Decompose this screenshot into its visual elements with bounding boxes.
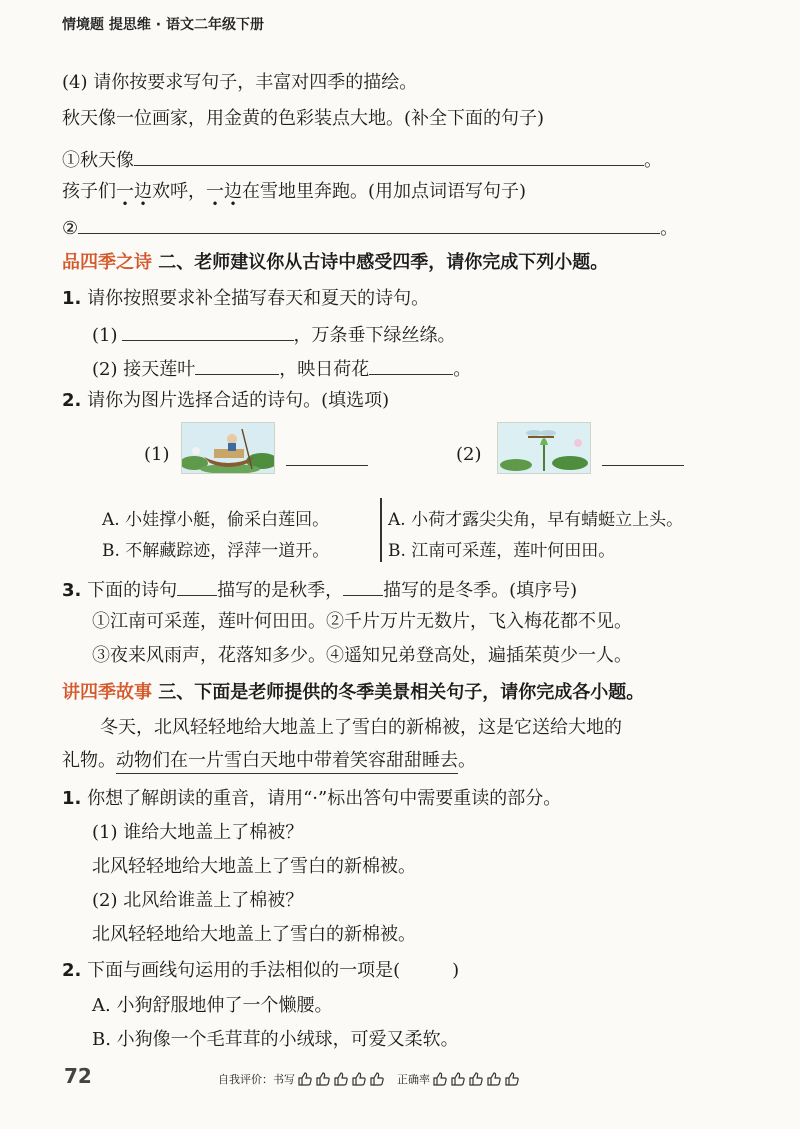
poem-list-line-2: ③夜来风雨声，花落知多少。④遥知兄弟登高处，遍插茱萸少一人。 [92, 645, 632, 666]
thumbs-up-icon[interactable] [486, 1071, 502, 1087]
sentence-children: 孩子们一边欢呼，一边在雪地里奔跑。(用加点词语写句子) [62, 181, 527, 202]
poem-blank-2[interactable] [195, 354, 279, 375]
dotted-char: 一 [206, 181, 224, 202]
accuracy-rating [432, 1071, 520, 1087]
boat-picture [181, 422, 275, 474]
answer-blank-2[interactable] [78, 213, 660, 234]
s3-q1-b-answer[interactable]: 北风轻轻地给大地盖上了雪白的新棉被。 [92, 924, 416, 945]
blank-1-label: ①秋天像 [62, 150, 134, 171]
underlined-sentence: 动物们在一片雪白天地中带着笑容甜甜睡去 [116, 750, 458, 774]
question-4: (4) 请你按要求写句子，丰富对四季的描绘。 [62, 72, 418, 93]
s3-q1-a: (1) 谁给大地盖上了棉被？ [92, 822, 304, 843]
section-3-title: 三、下面是老师提供的冬季美景相关句子，请你完成各小题。 [158, 682, 645, 703]
accuracy-label: 正确率 [397, 1073, 430, 1086]
s2-q1-b: (2) 接天莲叶 ，映日荷花 。 [92, 354, 471, 383]
blank-line-2 [62, 213, 678, 242]
pic-1-answer-blank[interactable] [286, 445, 368, 466]
dotted-char: 一 [116, 181, 134, 202]
thumbs-up-icon[interactable] [333, 1071, 349, 1087]
thumbs-up-icon[interactable] [369, 1071, 385, 1087]
option-b-left: B. 不解藏踪迹，浮萍一道开。 [102, 541, 330, 561]
passage-line-1: 冬天，北风轻轻地给大地盖上了雪白的新棉被，这是它送给大地的 [100, 717, 622, 738]
thumbs-up-icon[interactable] [468, 1071, 484, 1087]
s2-question-2: 2. 请你为图片选择合适的诗句。(填选项) [62, 390, 390, 411]
answer-blank-1[interactable] [134, 145, 644, 166]
page-header: 情境题 提思维 · 语文二年级下册 [62, 17, 264, 33]
thumbs-up-icon[interactable] [504, 1071, 520, 1087]
s2-question-1: 1. 请你按照要求补全描写春天和夏天的诗句。 [62, 288, 430, 309]
thumbs-up-icon[interactable] [450, 1071, 466, 1087]
pic-1-label: (1) [144, 444, 170, 465]
dotted-char: 边 [134, 181, 152, 202]
s3-q2-option-b: B. 小狗像一个毛茸茸的小绒球，可爱又柔软。 [92, 1029, 459, 1050]
thumbs-up-icon[interactable] [351, 1071, 367, 1087]
autumn-blank[interactable] [177, 575, 217, 596]
page-number: 72 [64, 1064, 92, 1088]
writing-rating [297, 1071, 385, 1087]
sentence-autumn: 秋天像一位画家，用金黄的色彩装点大地。(补全下面的句子) [62, 108, 545, 129]
thumbs-up-icon[interactable] [297, 1071, 313, 1087]
s2-q1-a: (1) ，万条垂下绿丝绦。 [92, 320, 456, 349]
blank-line-1 [62, 145, 662, 174]
option-b-right: B. 江南可采莲，莲叶何田田。 [388, 541, 616, 561]
section-3-tag: 讲四季故事 [62, 682, 152, 703]
section-2-tag: 品四季之诗 [62, 252, 152, 273]
s3-question-1: 1. 你想了解朗读的重音，请用“·”标出答句中需要重读的部分。 [62, 788, 562, 809]
poem-blank-3[interactable] [369, 354, 453, 375]
thumbs-up-icon[interactable] [432, 1071, 448, 1087]
s2-question-3: 3. 下面的诗句 描写的是秋季， 描写的是冬季。(填序号) [62, 575, 577, 604]
self-eval-label: 自我评价：书写 [218, 1073, 295, 1086]
dotted-char: 边 [224, 181, 242, 202]
pic-2-answer-blank[interactable] [602, 445, 684, 466]
section-2-title: 二、老师建议你从古诗中感受四季，请你完成下列小题。 [158, 252, 609, 273]
section-3-heading [62, 680, 644, 706]
lotus-dragonfly-picture [497, 422, 591, 474]
pic-2-label: (2) [456, 444, 482, 465]
s3-question-2: 2. 下面与画线句运用的手法相似的一项是( ) [62, 960, 460, 981]
blank-2-label: ② [62, 218, 79, 239]
end-mark-1: 。 [644, 150, 662, 171]
section-2-heading [62, 250, 608, 276]
passage-line-2: 礼物。动物们在一片雪白天地中带着笑容甜甜睡去。 [62, 748, 476, 774]
self-evaluation [218, 1071, 532, 1087]
winter-blank[interactable] [343, 575, 383, 596]
end-mark-2: 。 [660, 218, 679, 239]
option-a-left: A. 小娃撑小艇，偷采白莲回。 [102, 510, 330, 530]
poem-blank-1[interactable] [122, 320, 294, 341]
options-divider [380, 498, 382, 562]
s3-q1-a-answer[interactable]: 北风轻轻地给大地盖上了雪白的新棉被。 [92, 856, 416, 877]
thumbs-up-icon[interactable] [315, 1071, 331, 1087]
option-a-right: A. 小荷才露尖尖角，早有蜻蜓立上头。 [388, 510, 684, 530]
s3-q1-b: (2) 北风给谁盖上了棉被？ [92, 890, 304, 911]
poem-list-line-1: ①江南可采莲，莲叶何田田。②千片万片无数片，飞入梅花都不见。 [92, 611, 632, 632]
s3-q2-option-a: A. 小狗舒服地伸了一个懒腰。 [92, 995, 333, 1016]
